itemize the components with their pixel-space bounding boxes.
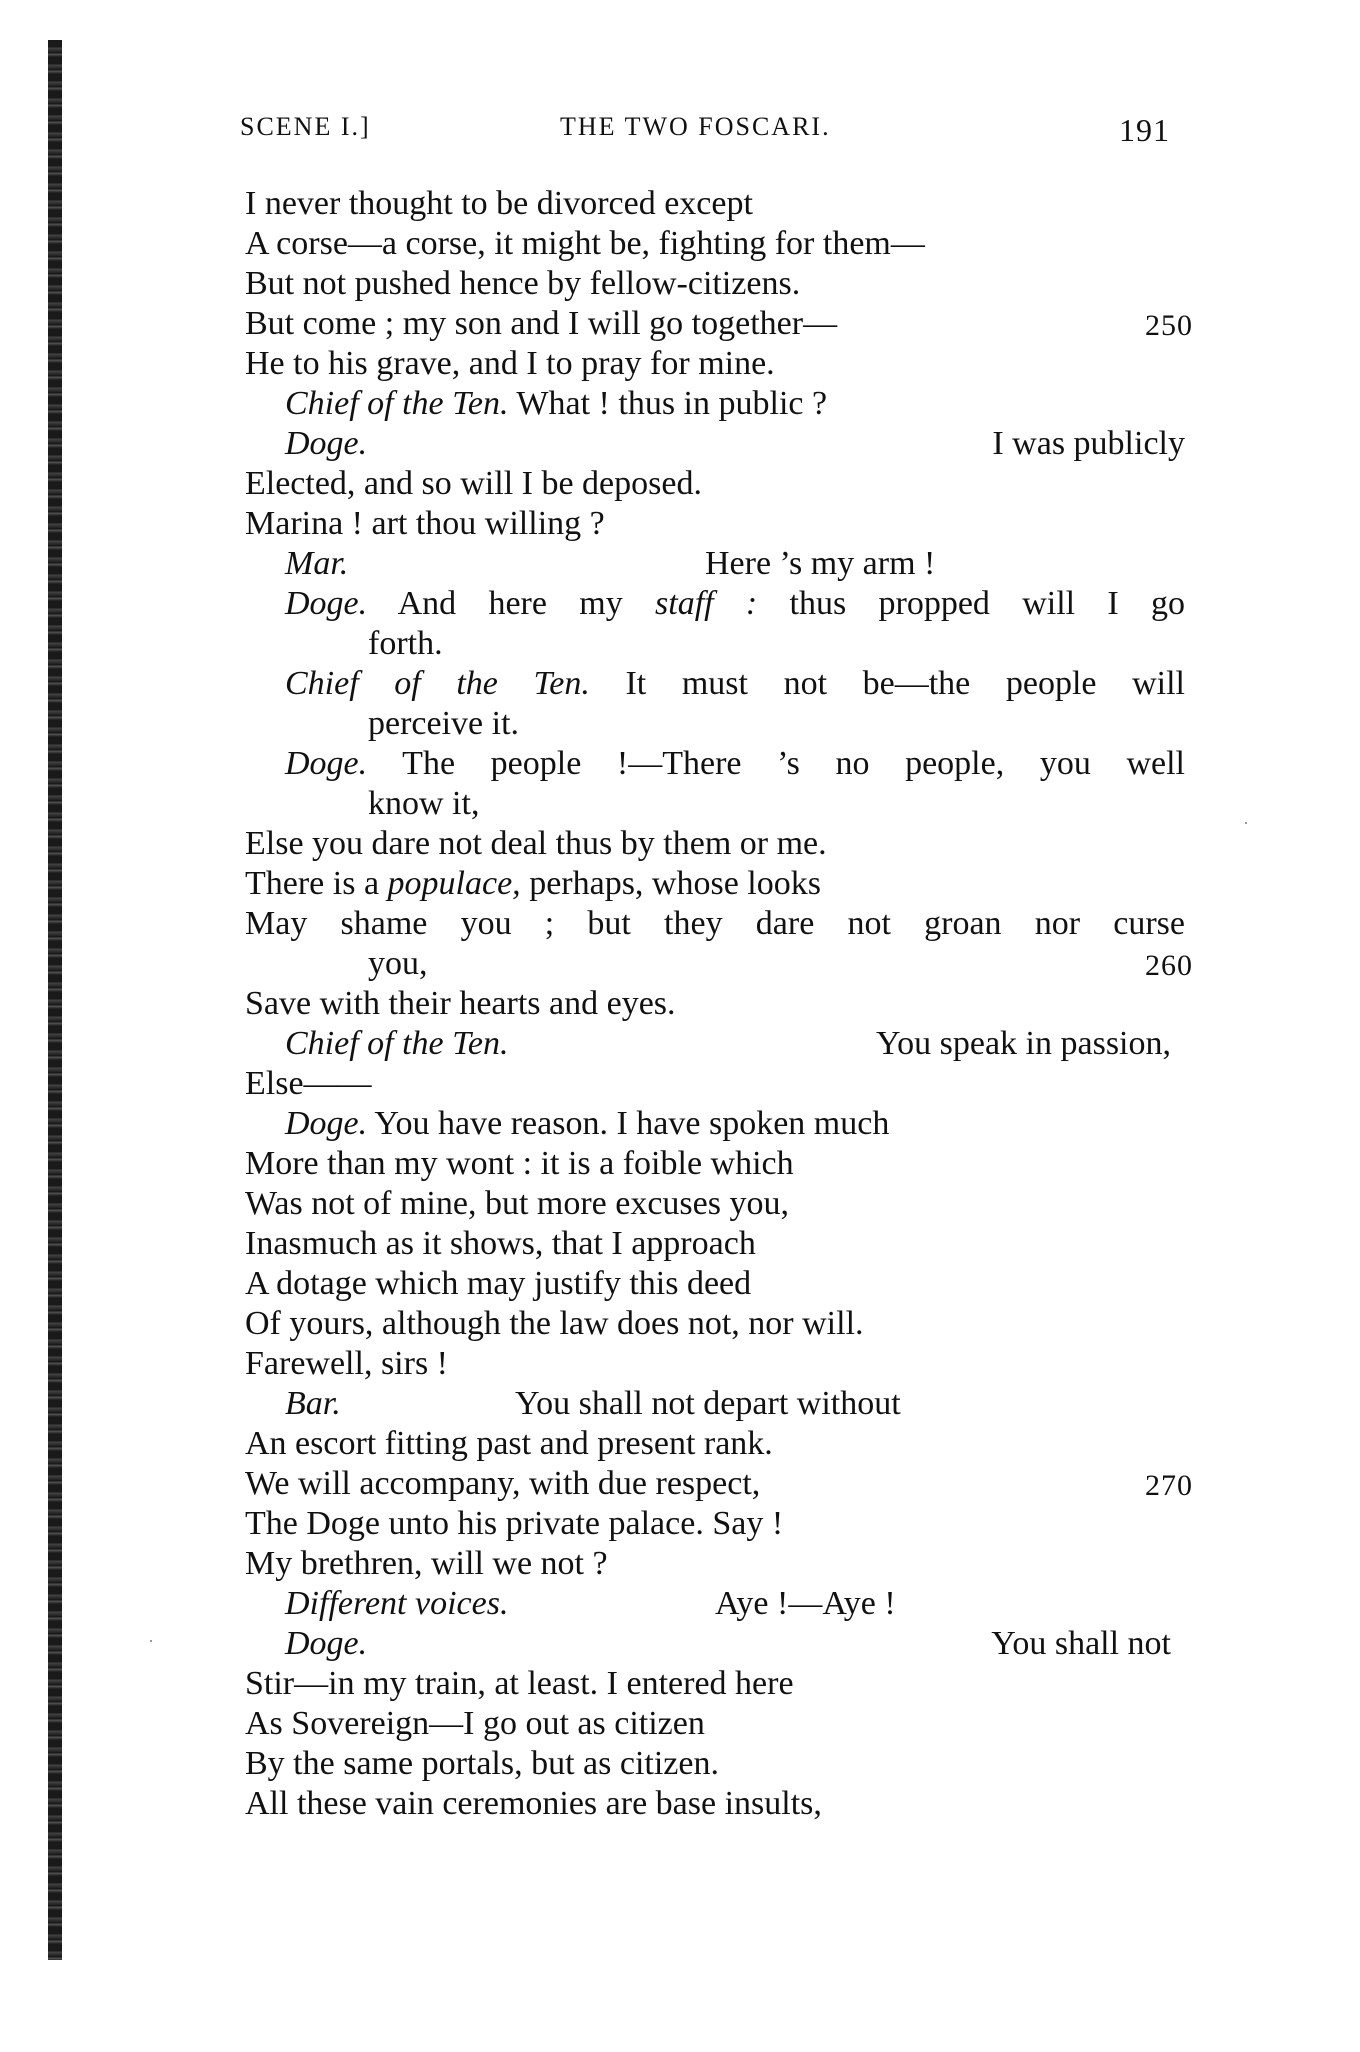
verse-line: Else you dare not deal thus by them or me. (245, 825, 827, 862)
speaker-name: Bar. (285, 1385, 341, 1422)
speaker-name: Doge. (285, 425, 368, 462)
line-number: 250 (1145, 309, 1193, 342)
dialogue-line: Chief of the Ten. It must not be—the people will (285, 665, 1185, 702)
dialogue-line: Different voices. Aye !—Aye ! (285, 1585, 896, 1622)
speaker-name: Mar. (285, 545, 349, 582)
verse-continuation: forth. (368, 625, 443, 662)
running-title: THE TWO FOSCARI. (560, 112, 831, 141)
verse-line: There is a populace, perhaps, whose looks (245, 865, 821, 902)
page-speck (150, 1640, 152, 1642)
dialogue-line: Chief of the Ten. You speak in passion, (285, 1025, 1171, 1062)
dialogue-line: Chief of the Ten. What ! thus in public ? (285, 385, 828, 422)
verse-line: A dotage which may justify this deed (245, 1265, 752, 1302)
verse-line: All these vain ceremonies are base insults, (245, 1785, 822, 1822)
verse-continuation: know it, (368, 785, 480, 822)
speaker-name: Doge. (285, 1625, 368, 1662)
speaker-name: Different voices. (285, 1585, 509, 1622)
verse-line: We will accompany, with due respect, 270 (245, 1464, 1185, 1504)
verse-line: As Sovereign—I go out as citizen (245, 1705, 705, 1742)
verse-line: But not pushed hence by fellow-citizens. (245, 265, 801, 302)
line-number: 260 (1145, 949, 1193, 982)
verse-line: But come ; my son and I will go together— 250 (245, 304, 1185, 344)
speaker-name: Doge. (285, 745, 368, 782)
speaker-name: Chief of the Ten. (285, 385, 509, 422)
dialogue-line: Doge. The people !—There ’s no people, you well (285, 745, 1185, 782)
book-spine-shadow (48, 40, 62, 1960)
verse-line: An escort fitting past and present rank. (245, 1425, 773, 1462)
page-number: 191 (1119, 112, 1170, 148)
dialogue-line: Bar. You shall not depart without (285, 1385, 901, 1422)
running-header (240, 112, 1170, 152)
dialogue-line: Doge. I was publicly (285, 425, 1185, 462)
line-number: 270 (1145, 1469, 1193, 1502)
verse-line: More than my wont : it is a foible which (245, 1145, 794, 1182)
verse-line: Marina ! art thou willing ? (245, 505, 605, 542)
verse-line: The Doge unto his private palace. Say ! (245, 1505, 784, 1542)
page-speck (1245, 822, 1247, 824)
verse-line: Of yours, although the law does not, nor will. (245, 1305, 864, 1342)
dialogue-line: Doge. You shall not (285, 1625, 1171, 1662)
verse-line: Save with their hearts and eyes. (245, 985, 676, 1022)
verse-line: Else—— (245, 1065, 372, 1102)
verse-continuation: perceive it. (368, 705, 520, 742)
speaker-name: Chief of the Ten. (285, 665, 590, 702)
verse-continuation: you, 260 (245, 944, 1185, 984)
dialogue-line: Doge. You have reason. I have spoken much (285, 1105, 890, 1142)
verse-line: A corse—a corse, it might be, fighting for them— (245, 225, 925, 262)
dialogue-line: Mar. Here ’s my arm ! (285, 545, 936, 582)
verse-line: Farewell, sirs ! (245, 1345, 449, 1382)
speaker-name: Doge. (285, 585, 368, 622)
verse-line: May shame you ; but they dare not groan nor curse (245, 905, 1185, 942)
speaker-name: Chief of the Ten. (285, 1025, 509, 1062)
verse-line: By the same portals, but as citizen. (245, 1745, 719, 1782)
verse-line: Inasmuch as it shows, that I approach (245, 1225, 756, 1262)
verse-line: He to his grave, and I to pray for mine. (245, 345, 775, 382)
verse-line: I never thought to be divorced except (245, 185, 753, 222)
verse-line: Stir—in my train, at least. I entered here (245, 1665, 794, 1702)
verse-body (245, 184, 1193, 1824)
dialogue-line: Doge. And here my staff : thus propped will I go (285, 585, 1186, 622)
scene-label: SCENE I.] (240, 112, 371, 141)
verse-line: Elected, and so will I be deposed. (245, 465, 702, 502)
speaker-name: Doge. (285, 1105, 368, 1142)
verse-line: Was not of mine, but more excuses you, (245, 1185, 789, 1222)
verse-line: My brethren, will we not ? (245, 1545, 608, 1582)
